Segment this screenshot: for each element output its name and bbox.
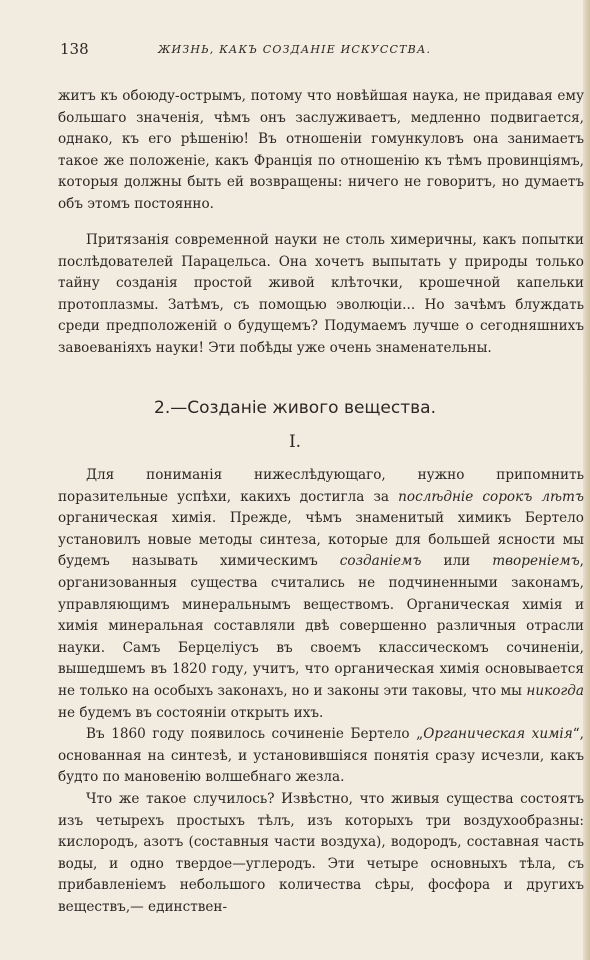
p3-text-5: не будемъ въ состояніи открыть ихъ. (58, 704, 324, 721)
p4-text-2: “, основанная на синтезѣ, и установившіяся понятія сразу исчезли, какъ будто по мановенію волшебнаго жезла. (58, 726, 584, 786)
roman-numeral: I. (288, 432, 302, 452)
page-header (58, 40, 566, 62)
paragraph-3 (58, 465, 584, 724)
p3-italic-1: послѣдніе сорокъ лѣтъ (398, 488, 584, 505)
p3-text-3: или (421, 553, 493, 570)
paragraph-1: житъ къ обоюду-острымъ, потому что новѣйшая наука, не придавая ему большаго значенія, чѣмъ онъ заслуживаетъ, медленно подвигается, однако, къ его рѣшенію! Въ отношеніи гомункуловъ она занимаетъ такое же положеніе, какъ Франція по отношенію къ тѣмъ провинціямъ, которыя должны быть ей возвращены: ничего не говоритъ, но думаетъ объ этомъ постоянно. (58, 88, 584, 212)
running-head: ЖИЗНЬ, КАКЪ СОЗДАНІЕ ИСКУССТВА. (158, 43, 432, 56)
body-lower-block (58, 465, 584, 918)
paragraph-4 (58, 724, 584, 789)
page-number: 138 (60, 40, 89, 58)
section-title: 2.—Созданіе живого вещества. (154, 398, 436, 418)
p4-italic-1: Органическая химія (423, 726, 573, 743)
paragraph-2-block (58, 230, 584, 360)
p3-italic-4: никогда (526, 682, 584, 699)
p3-italic-3: твореніемъ (492, 553, 580, 570)
p3-italic-2: созданіемъ (339, 553, 422, 570)
p3-text-2: органическая химія. Прежде, чѣмъ знаменитый химикъ Бертело установилъ новые методы синтеза, которые для большей ясности мы будемъ называть химическимъ (58, 510, 584, 570)
paragraph-2: Притязанія современной науки не столь химеричны, какъ попытки послѣдователей Парацельса. Она хочетъ выпытать у природы только тайну созданія простой живой клѣточки, крошечной капельки протоплазмы. Затѣмъ, съ помощью эволюціи... Но зачѣмъ блуждать среди предположеній о будущемъ? Подумаемъ лучше о сегодняшнихъ завоеваніяхъ науки! Эти побѣды уже очень знаменательны. (58, 232, 584, 356)
paragraph-1-block (58, 86, 584, 216)
p3-text-4: , организованныя существа считались не подчиненными законамъ, управляющимъ минеральнымъ веществомъ. Органическая химія и химія минеральная составляли двѣ совершенно различныя отрасли науки. Самъ Берцеліусъ въ своемъ классическомъ сочиненіи, вышедшемъ въ 1820 году, учитъ, что органическая химія основывается не только на особыхъ законахъ, но и законы эти таковы, что мы (58, 553, 584, 699)
paragraph-5: Что же такое случилось? Извѣстно, что живыя существа состоятъ изъ четырехъ простыхъ тѣлъ, изъ которыхъ три воздухообразны: кислородъ, азотъ (составныя части воздуха), водородъ, составная часть воды, и одно твердое—углеродъ. Эти четыре основныхъ тѣла, съ прибавленіемъ небольшого количества сѣры, фосфора и другихъ веществъ,— единствен- (58, 790, 584, 915)
p3-text-1: Для пониманія нижеслѣдующаго, нужно припомнить поразительные успѣхи, какихъ достигла за (58, 467, 584, 505)
p4-text-1: Въ 1860 году появилось сочиненіе Бертело „ (86, 726, 424, 743)
page-edge (583, 0, 590, 960)
